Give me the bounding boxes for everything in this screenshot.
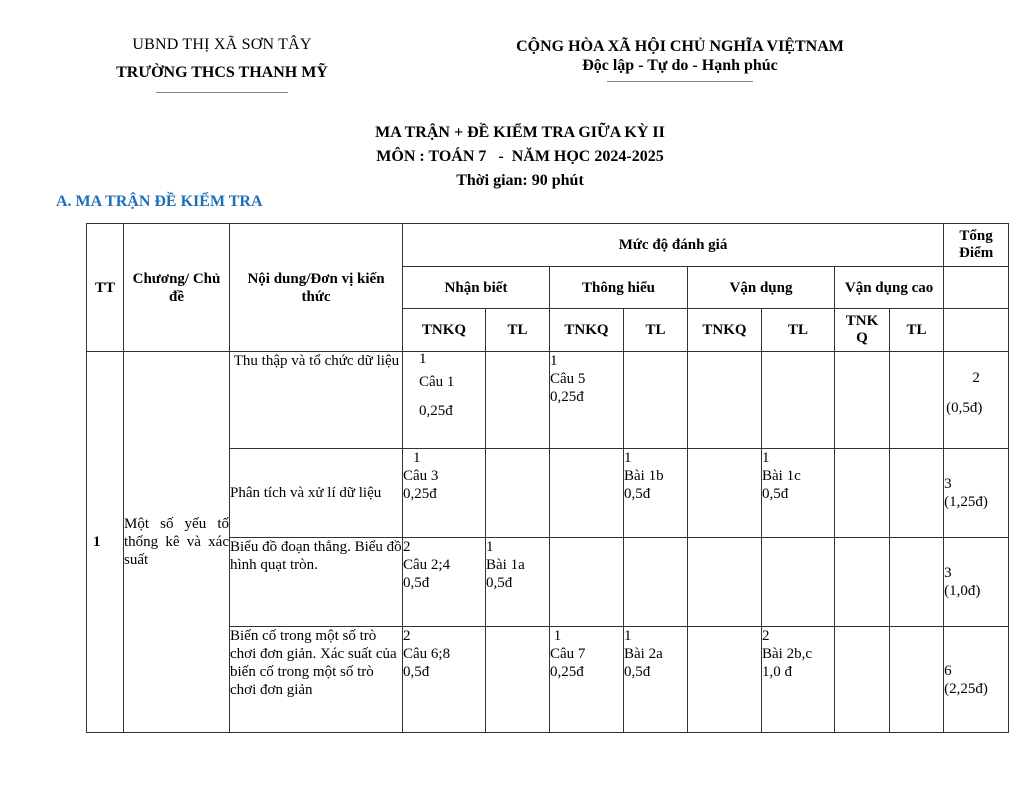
cell-count: 2 bbox=[762, 628, 770, 644]
header-content bbox=[230, 224, 403, 352]
empty-cell bbox=[624, 538, 688, 627]
cell-score: 0,25đ bbox=[550, 389, 584, 405]
empty-cell bbox=[688, 627, 762, 733]
chapter-cell: Một số yếu tố thống kê và xác suất bbox=[124, 352, 230, 733]
row-number: 1 bbox=[87, 352, 124, 733]
header-level: Mức độ đánh giá bbox=[403, 224, 944, 267]
header-tnkq: TNKQ bbox=[688, 309, 762, 352]
empty-cell bbox=[550, 538, 624, 627]
header-thong-hieu: Thông hiểu bbox=[550, 267, 688, 309]
header-content-text: Nội dung/Đơn vị kiến thức bbox=[247, 270, 385, 305]
cell-score: 0,5đ bbox=[624, 486, 651, 502]
cell-question: Câu 7 bbox=[550, 646, 586, 662]
cell-count: 1 bbox=[550, 353, 558, 369]
empty-cell bbox=[835, 352, 890, 449]
motto: Độc lập - Tự do - Hạnh phúc bbox=[582, 57, 778, 74]
content-cell: Phân tích và xử lí dữ liệu bbox=[230, 449, 403, 538]
empty-cell bbox=[688, 449, 762, 538]
header-chapter bbox=[124, 224, 230, 352]
cell-question: Bài 1b bbox=[624, 468, 664, 484]
content-cell: Biểu đồ đoạn thẳng. Biểu đồ hình quạt tròn. bbox=[230, 538, 403, 627]
nb-tl-cell bbox=[486, 538, 550, 627]
header-tl: TL bbox=[890, 309, 944, 352]
nb-tnkq-cell bbox=[403, 627, 486, 733]
cell-score: 0,25đ bbox=[403, 486, 437, 502]
cell-score: 0,25đ bbox=[550, 664, 584, 680]
total-cell bbox=[944, 538, 1009, 627]
empty-cell bbox=[890, 627, 944, 733]
header-total-text: Tổng Điểm bbox=[959, 228, 994, 261]
cell-question: Câu 1 bbox=[419, 374, 455, 390]
empty-cell bbox=[762, 538, 835, 627]
total-count: 2 bbox=[972, 370, 980, 386]
empty-cell bbox=[835, 538, 890, 627]
empty-cell bbox=[624, 352, 688, 449]
cell-score: 0,5đ bbox=[486, 575, 513, 591]
cell-count: 1 bbox=[762, 450, 770, 466]
total-score: (1,25đ) bbox=[944, 494, 988, 510]
school-name: TRƯỜNG THCS THANH MỸ bbox=[116, 64, 328, 81]
cell-question: Câu 3 bbox=[403, 468, 439, 484]
total-score: (2,25đ) bbox=[944, 680, 988, 697]
cell-count: 1 bbox=[624, 628, 632, 644]
total-cell bbox=[944, 352, 1009, 449]
cell-question: Câu 5 bbox=[550, 371, 586, 387]
title-line-3: Thời gian: 90 phút bbox=[456, 172, 584, 189]
header-van-dung: Vận dụng bbox=[688, 267, 835, 309]
th-tnkq-cell bbox=[550, 627, 624, 733]
cell-score: 0,5đ bbox=[762, 486, 789, 502]
total-cell bbox=[944, 627, 1009, 733]
cell-score: 0,25đ bbox=[419, 403, 453, 419]
cell-question: Bài 1a bbox=[486, 557, 525, 573]
header-tl: TL bbox=[624, 309, 688, 352]
total-count: 6 bbox=[944, 662, 952, 679]
empty-cell bbox=[550, 449, 624, 538]
vd-tl-cell bbox=[762, 627, 835, 733]
assessment-matrix-table bbox=[86, 223, 1009, 733]
header-tl: TL bbox=[486, 309, 550, 352]
header-tnkq: TNKQ bbox=[550, 309, 624, 352]
header-chapter-text: Chương/ Chủ đề bbox=[132, 270, 221, 305]
nb-tnkq-cell bbox=[403, 449, 486, 538]
divider bbox=[607, 81, 753, 82]
th-tl-cell bbox=[624, 627, 688, 733]
cell-count: 1 bbox=[486, 539, 494, 555]
content-cell: Biến cố trong một số trò chơi đơn giản. Xác suất của biến cố trong một số trò chơi đơn giản bbox=[230, 627, 403, 733]
cell-score: 0,5đ bbox=[624, 664, 651, 680]
header-tl: TL bbox=[762, 309, 835, 352]
cell-count: 1 bbox=[413, 450, 421, 466]
header-van-dung-cao: Vận dụng cao bbox=[835, 267, 944, 309]
th-tl-cell bbox=[624, 449, 688, 538]
total-count: 3 bbox=[944, 476, 952, 492]
cell-count: 1 bbox=[550, 628, 562, 644]
header-tnkq-short-a: TNK bbox=[845, 313, 879, 329]
header-tnkq: TNKQ bbox=[403, 309, 486, 352]
cell-question: Bài 1c bbox=[762, 468, 801, 484]
title-line-2: MÔN : TOÁN 7 - NĂM HỌC 2024-2025 bbox=[376, 148, 664, 165]
empty-cell bbox=[486, 449, 550, 538]
empty-cell bbox=[890, 449, 944, 538]
title-line-1: MA TRẬN + ĐỀ KIỂM TRA GIỮA KỲ II bbox=[375, 124, 665, 141]
district-name: UBND THỊ XÃ SƠN TÂY bbox=[132, 36, 312, 53]
empty-cell bbox=[835, 449, 890, 538]
th-tnkq-cell bbox=[550, 352, 624, 449]
empty-cell bbox=[486, 352, 550, 449]
section-heading: A. MA TRẬN ĐỀ KIỂM TRA bbox=[56, 193, 263, 210]
empty-cell bbox=[890, 538, 944, 627]
header-tnkq-short bbox=[835, 309, 890, 352]
empty-cell bbox=[762, 352, 835, 449]
empty-cell bbox=[835, 627, 890, 733]
cell-score: 1,0 đ bbox=[762, 664, 792, 680]
school-header bbox=[92, 36, 352, 93]
vd-tl-cell bbox=[762, 449, 835, 538]
empty-cell bbox=[890, 352, 944, 449]
national-header bbox=[470, 38, 890, 82]
content-cell: Thu thập và tổ chức dữ liệu bbox=[230, 352, 403, 449]
nb-tnkq-cell bbox=[403, 352, 486, 449]
total-score: (0,5đ) bbox=[946, 400, 983, 416]
cell-count: 1 bbox=[419, 351, 427, 367]
header-empty bbox=[944, 267, 1009, 309]
total-score: (1,0đ) bbox=[944, 583, 981, 599]
empty-cell bbox=[688, 538, 762, 627]
total-cell bbox=[944, 449, 1009, 538]
cell-count: 1 bbox=[624, 450, 632, 466]
cell-question: Bài 2a bbox=[624, 646, 663, 662]
cell-question: Câu 2;4 bbox=[403, 557, 451, 573]
empty-cell bbox=[486, 627, 550, 733]
cell-stack bbox=[403, 352, 485, 426]
header-nhan-biet: Nhận biết bbox=[403, 267, 550, 309]
cell-score: 0,5đ bbox=[403, 664, 430, 680]
document-title bbox=[0, 121, 1024, 193]
cell-question: Câu 6;8 bbox=[403, 646, 451, 662]
total-count: 3 bbox=[944, 565, 952, 581]
country-name: CỘNG HÒA XÃ HỘI CHỦ NGHĨA VIỆTNAM bbox=[516, 38, 844, 55]
header-empty bbox=[944, 309, 1009, 352]
header-tnkq-short-b: Q bbox=[856, 330, 868, 346]
cell-score: 0,5đ bbox=[403, 575, 430, 591]
cell-question: Bài 2b,c bbox=[762, 646, 812, 662]
table-row bbox=[87, 352, 1009, 449]
header-tt: TT bbox=[87, 224, 124, 352]
empty-cell bbox=[688, 352, 762, 449]
header-total bbox=[944, 224, 1009, 267]
divider bbox=[156, 92, 288, 93]
nb-tnkq-cell bbox=[403, 538, 486, 627]
header-row bbox=[87, 224, 1009, 267]
cell-count: 2 bbox=[403, 539, 411, 555]
cell-count: 2 bbox=[403, 628, 411, 644]
